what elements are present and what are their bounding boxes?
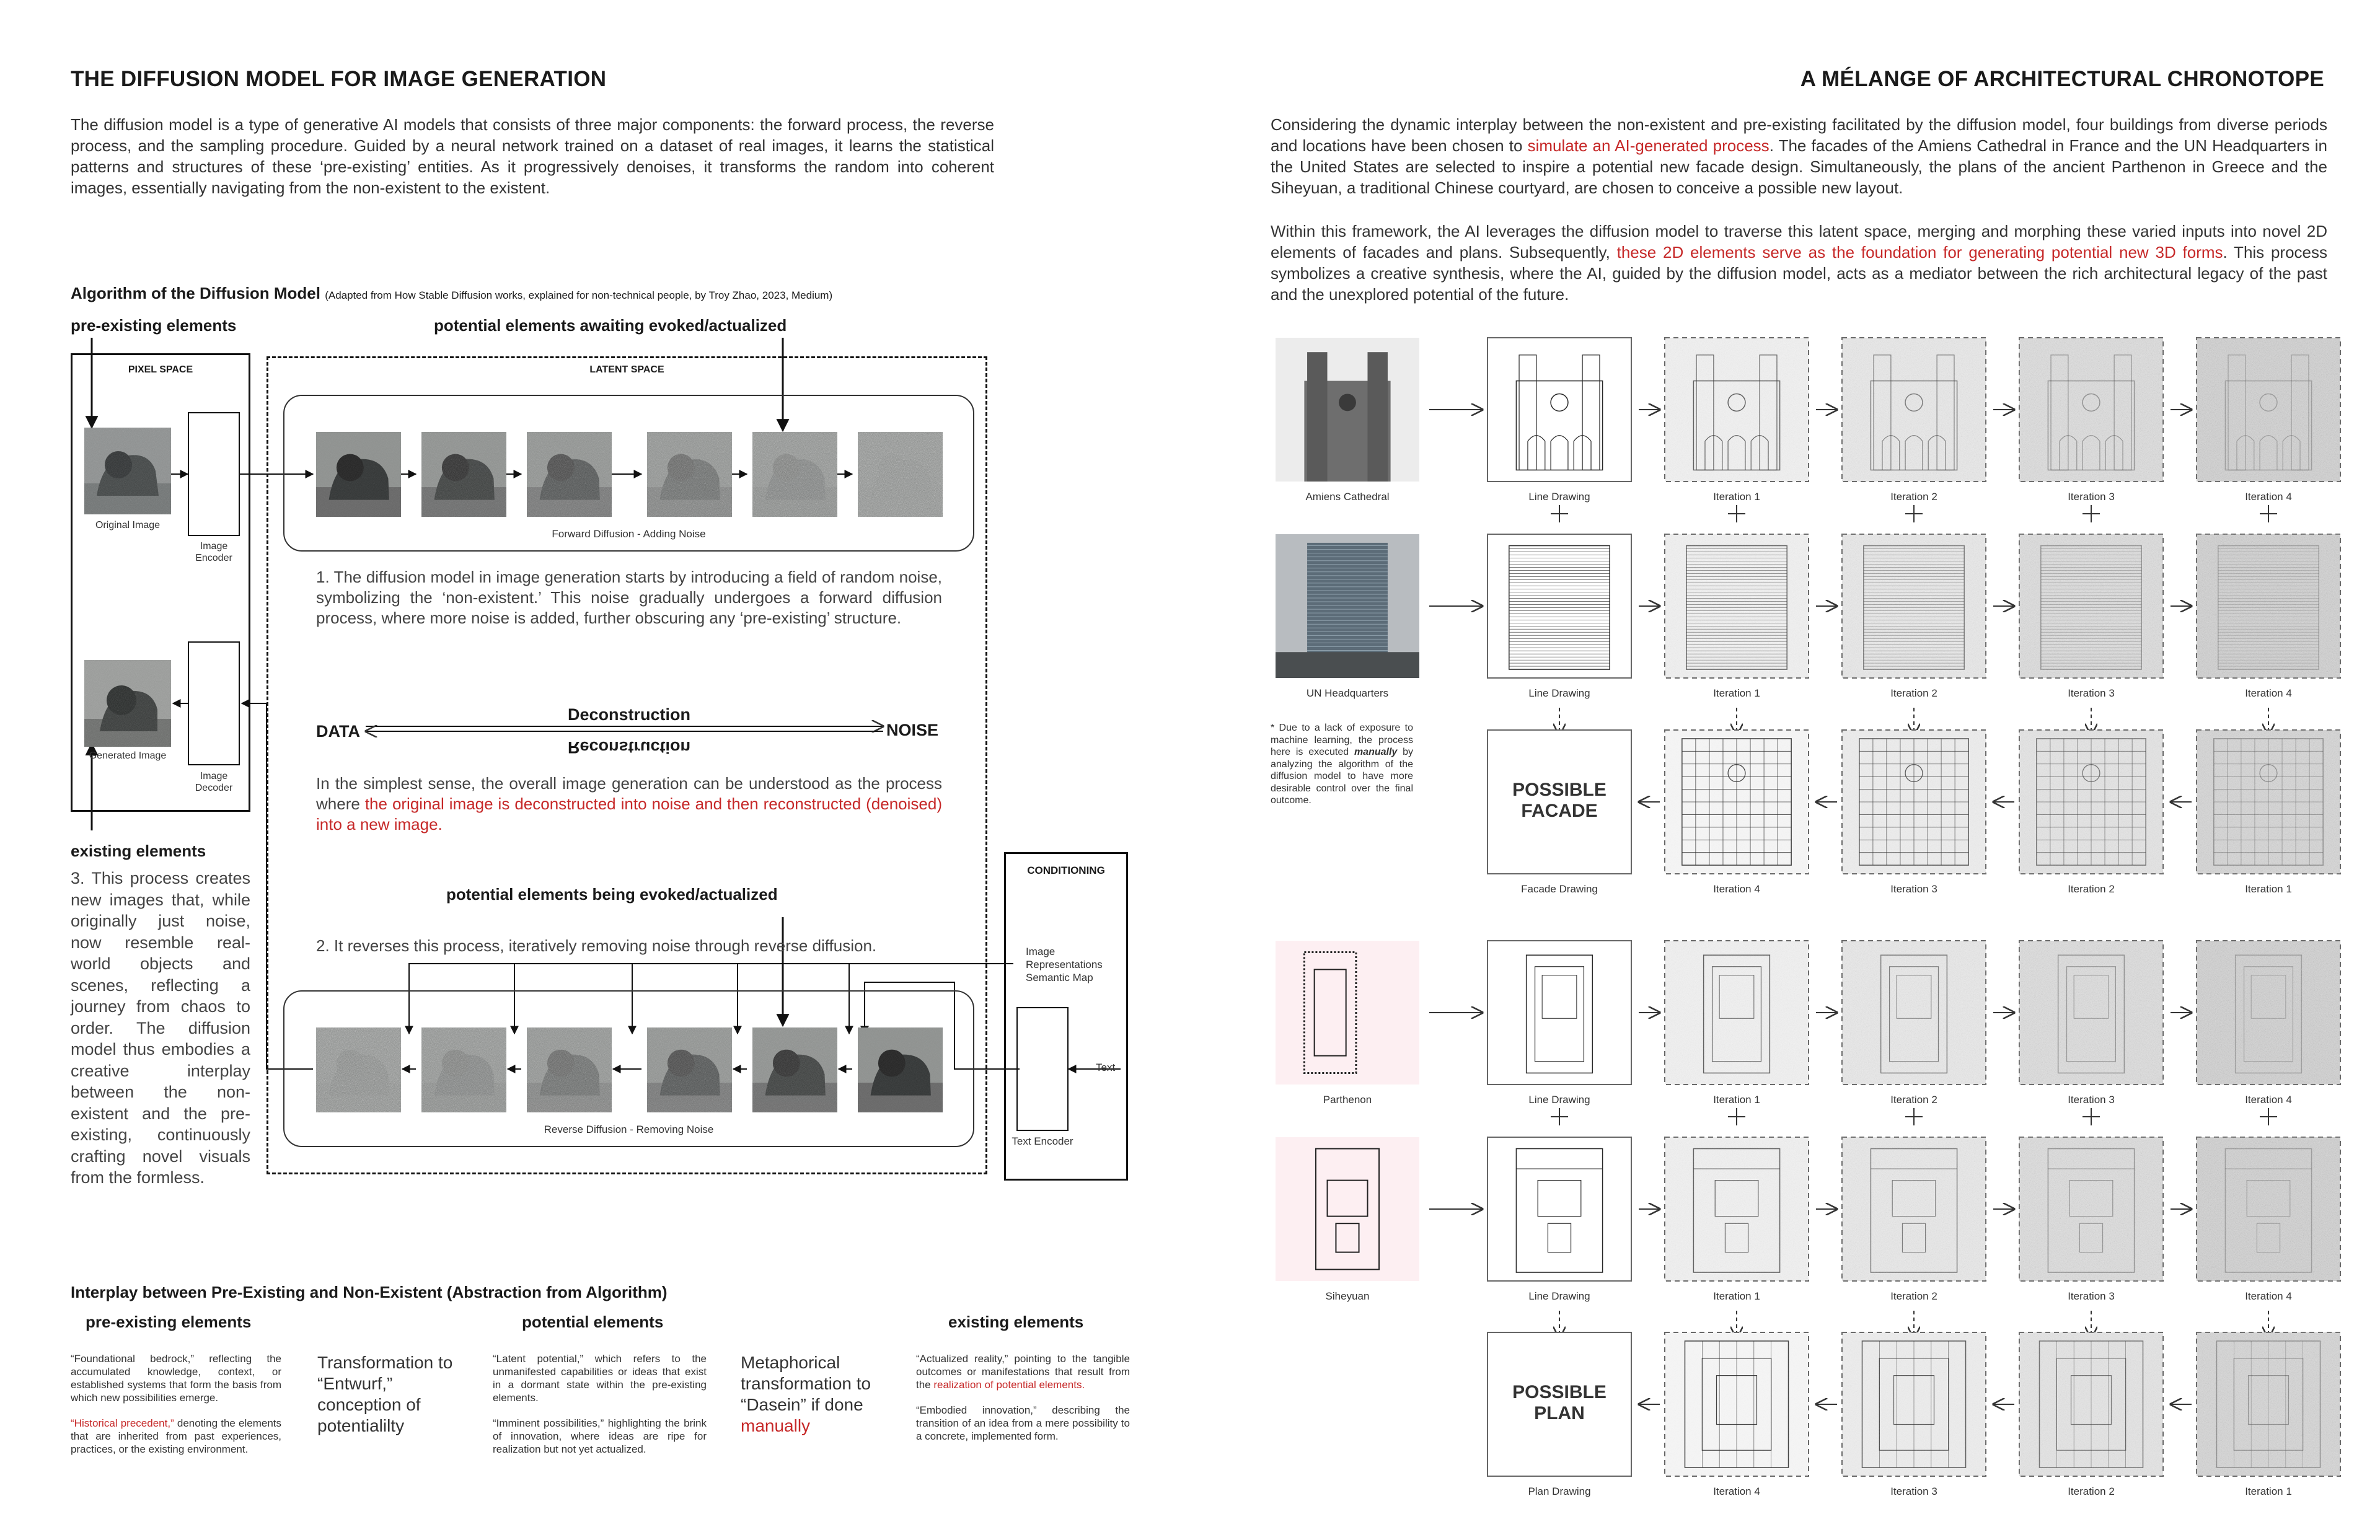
iteration-caption: Iteration 4 bbox=[2245, 491, 2292, 503]
iteration-caption: Iteration 2 bbox=[2068, 1485, 2115, 1497]
iteration-caption: Iteration 4 bbox=[2245, 1290, 2292, 1302]
iteration-caption: Iteration 1 bbox=[1713, 491, 1760, 503]
algorithm-title: Algorithm of the Diffusion Model (Adapted from How Stable Diffusion works, explained for non-technical people, by Troy Zhao, 2023, Medium) bbox=[71, 284, 833, 302]
plan-reverse-1 bbox=[1665, 1332, 1809, 1476]
row-name-siheyuan: Siheyuan bbox=[1325, 1290, 1370, 1302]
iteration-4-parthenon bbox=[2197, 941, 2340, 1085]
possible-plan-label: POSSIBLE PLAN bbox=[1512, 1382, 1606, 1423]
facade-reverse-4 bbox=[2197, 730, 2340, 874]
generated-image-caption: Generated Image bbox=[89, 750, 167, 761]
iteration-caption: Iteration 3 bbox=[2068, 687, 2115, 699]
left-title: THE DIFFUSION MODEL FOR IMAGE GENERATION bbox=[71, 67, 607, 91]
iteration-3-un bbox=[2019, 534, 2163, 678]
iteration-caption: Iteration 3 bbox=[2068, 1290, 2115, 1302]
iteration-caption: Iteration 3 bbox=[1890, 883, 1937, 895]
potential-evoked-label: potential elements being evoked/actualized bbox=[446, 885, 778, 904]
image-decoder-caption: Image Decoder bbox=[195, 771, 233, 793]
right-intro-2: Within this framework, the AI leverages the diffusion model to traverse this latent space, merging and morphing these varied inputs into novel 2D elements of facades and plans. Subsequently, these 2D elements serve as the foundation for generating potential new 3D forms. This process symbolizes a creative synthesis, where the AI, guided by the diffusion model, acts as a mediator between the rich architectural legacy of the past and the unexplored potential of the future. bbox=[1271, 222, 2328, 304]
possible-facade-label: POSSIBLE FACADE bbox=[1512, 780, 1606, 821]
iteration-2-un bbox=[1842, 534, 1986, 678]
text-input-label: Text bbox=[1096, 1062, 1116, 1073]
iteration-1-cathedral bbox=[1665, 338, 1809, 482]
original-image-caption: Original Image bbox=[95, 520, 161, 530]
data-label: DATA bbox=[316, 722, 360, 741]
iteration-4-un bbox=[2197, 534, 2340, 678]
interplay-pre-existing: pre-existing elements bbox=[86, 1313, 252, 1331]
text-encoder-caption: Text Encoder bbox=[1011, 1135, 1073, 1147]
iteration-caption: Iteration 2 bbox=[1890, 1094, 1937, 1106]
line-drawing-caption: Line Drawing bbox=[1528, 1290, 1590, 1302]
latent-space-label: LATENT SPACE bbox=[589, 364, 664, 375]
iteration-caption: Iteration 4 bbox=[2245, 687, 2292, 699]
iteration-caption: Iteration 1 bbox=[2245, 883, 2292, 895]
reverse-diffusion-label: Reverse Diffusion - Removing Noise bbox=[544, 1124, 714, 1135]
line-drawing-parthenon bbox=[1488, 941, 1631, 1085]
iteration-caption: Iteration 1 bbox=[1713, 687, 1760, 699]
iteration-2-cathedral bbox=[1842, 338, 1986, 482]
reconstruction-label: Reconstruction bbox=[567, 738, 691, 757]
existing-label: existing elements bbox=[71, 842, 206, 860]
iteration-caption: Iteration 2 bbox=[1890, 491, 1937, 503]
plan-reverse-4 bbox=[2197, 1332, 2340, 1476]
pixel-space-label: PIXEL SPACE bbox=[128, 364, 193, 375]
right-intro-1: Considering the dynamic interplay between the non-existent and pre-existing facilitated by the diffusion model, four buildings from diverse periods and locations have been chosen to simulate an AI-generated process. The facades of the Amiens Cathedral in France and the UN Headquarters in the United States are selected to inspire a potential new facade design. Simultaneously, the plans of the ancient Parthenon in Greece and the Siheyuan, a traditional Chinese courtyard, are chosen to conceive a possible new layout. bbox=[1271, 115, 2327, 197]
row-name-parthenon: Parthenon bbox=[1323, 1094, 1372, 1106]
interplay-potential: potential elements bbox=[522, 1313, 664, 1331]
deconstruction-label: Deconstruction bbox=[567, 705, 691, 724]
source-photo-un bbox=[1276, 534, 1419, 678]
facade-reverse-1 bbox=[1665, 730, 1809, 874]
iteration-caption: Iteration 1 bbox=[1713, 1290, 1760, 1302]
iteration-4-siheyuan bbox=[2197, 1137, 2340, 1281]
right-title: A MÉLANGE OF ARCHITECTURAL CHRONOTOPE bbox=[1800, 67, 2324, 91]
simplest-text: In the simplest sense, the overall image generation can be understood as the process where the original image is deconstructed into noise and then reconstructed (denoised) into a new image. bbox=[316, 774, 942, 834]
iteration-caption: Iteration 3 bbox=[2068, 491, 2115, 503]
line-drawing-caption: Line Drawing bbox=[1528, 687, 1590, 699]
iteration-caption: Iteration 2 bbox=[1890, 1290, 1937, 1302]
potential-awaiting-label: potential elements awaiting evoked/actualized bbox=[434, 316, 787, 335]
line-drawing-caption: Line Drawing bbox=[1528, 1094, 1590, 1106]
step-3-text: 3. This process creates new images that, while originally just noise, now resemble real-world objects and scenes, reflecting a journey from chaos to order. The diffusion model thus embodies a creative interplay between the non-existent and the pre-existing, continuously crafting novel visuals from the formless. bbox=[71, 869, 250, 1187]
interplay-col3: “Actualized reality,” pointing to the tangible outcomes or manifestations that result from the realization of potential elements. “Embodied innovation,” describing the transition of an idea from a mere possibility to a concrete, implemented form. bbox=[916, 1353, 1130, 1442]
noise-label: NOISE bbox=[886, 721, 939, 739]
line-drawing-cathedral bbox=[1488, 338, 1631, 482]
iteration-1-un bbox=[1665, 534, 1809, 678]
iteration-caption: Iteration 3 bbox=[2068, 1094, 2115, 1106]
iteration-caption: Iteration 4 bbox=[2245, 1094, 2292, 1106]
source-photo-cathedral bbox=[1276, 338, 1419, 482]
facade-reverse-2 bbox=[1842, 730, 1986, 874]
plan-reverse-3 bbox=[2019, 1332, 2163, 1476]
step-1-text: 1. The diffusion model in image generation starts by introducing a field of random noise, symbolizing the ‘non-existent.’ This noise gradually undergoes a forward diffusion process, where more noise is added, further obscuring any ‘pre-existing’ structure. bbox=[316, 568, 942, 627]
iteration-1-siheyuan bbox=[1665, 1137, 1809, 1281]
iteration-caption: Iteration 2 bbox=[2068, 883, 2115, 895]
step-2-text: 2. It reverses this process, iteratively removing noise through reverse diffusion. bbox=[316, 936, 877, 955]
plan-drawing-caption: Plan Drawing bbox=[1528, 1485, 1591, 1497]
interplay-col2: “Latent potential,” which refers to the unmanifested capabilities or ideas that exist in a dormant state within the pre-existing elements. “Imminent possibilities,” highlighting the brink of innovation, where ideas are ripe for realization but not yet actualized. bbox=[493, 1353, 707, 1455]
row-name-cathedral: Amiens Cathedral bbox=[1305, 491, 1390, 503]
iteration-2-siheyuan bbox=[1842, 1137, 1986, 1281]
line-drawing-caption: Line Drawing bbox=[1528, 491, 1590, 503]
iteration-3-cathedral bbox=[2019, 338, 2163, 482]
iteration-2-parthenon bbox=[1842, 941, 1986, 1085]
interplay-col1: “Foundational bedrock,” reflecting the accumulated knowledge, context, or established systems that form the basis from which new possibilities emerge. “Historical precedent,” denoting the elements that are inherited from past experiences, practices, or the existing environment. bbox=[71, 1353, 282, 1455]
iteration-caption: Iteration 3 bbox=[1890, 1485, 1937, 1497]
pre-existing-label: pre-existing elements bbox=[71, 316, 237, 335]
image-encoder-caption: Image Encoder bbox=[195, 541, 232, 563]
source-photo-parthenon bbox=[1276, 941, 1419, 1085]
iteration-caption: Iteration 1 bbox=[2245, 1485, 2292, 1497]
iteration-caption: Iteration 4 bbox=[1713, 1485, 1760, 1497]
row-name-un: UN Headquarters bbox=[1306, 687, 1389, 699]
interplay-transform-1: Transformation to “Entwurf,” conception of potentialilty bbox=[317, 1353, 453, 1435]
facade-reverse-3 bbox=[2019, 730, 2163, 874]
iteration-3-parthenon bbox=[2019, 941, 2163, 1085]
source-photo-siheyuan bbox=[1276, 1137, 1419, 1281]
forward-diffusion-label: Forward Diffusion - Adding Noise bbox=[552, 528, 706, 540]
interplay-transform-2: Metaphorical transformation to “Dasein” if done manually bbox=[741, 1353, 871, 1435]
iteration-caption: Iteration 1 bbox=[1713, 1094, 1760, 1106]
conditioning-label: CONDITIONING bbox=[1027, 865, 1105, 876]
iteration-caption: Iteration 2 bbox=[1890, 687, 1937, 699]
iteration-4-cathedral bbox=[2197, 338, 2340, 482]
iteration-3-siheyuan bbox=[2019, 1137, 2163, 1281]
manual-note: * Due to a lack of exposure to machine learning, the process here is executed manually by analyzing the algorithm of the diffusion model to have more desirable control over the final outcome. bbox=[1271, 723, 1413, 806]
iteration-caption: Iteration 4 bbox=[1713, 883, 1760, 895]
interplay-existing: existing elements bbox=[948, 1313, 1084, 1331]
facade-drawing-caption: Facade Drawing bbox=[1521, 883, 1598, 895]
line-drawing-un bbox=[1488, 534, 1631, 678]
left-intro: The diffusion model is a type of generative AI models that consists of three major components: the forward process, the reverse process, and the sampling procedure. Guided by a neural network trained on a dataset of real images, it learns the statistical patterns and structures of these ‘pre-existing’ entities. As it progressively denoises, it transforms the random into coherent images, essentially navigating from the non-existent to the existent. bbox=[71, 115, 994, 197]
conditioning-items: Image Representations Semantic Map bbox=[1026, 946, 1103, 983]
interplay-title: Interplay between Pre-Existing and Non-Existent (Abstraction from Algorithm) bbox=[71, 1283, 668, 1301]
plan-reverse-2 bbox=[1842, 1332, 1986, 1476]
line-drawing-siheyuan bbox=[1488, 1137, 1631, 1281]
iteration-1-parthenon bbox=[1665, 941, 1809, 1085]
